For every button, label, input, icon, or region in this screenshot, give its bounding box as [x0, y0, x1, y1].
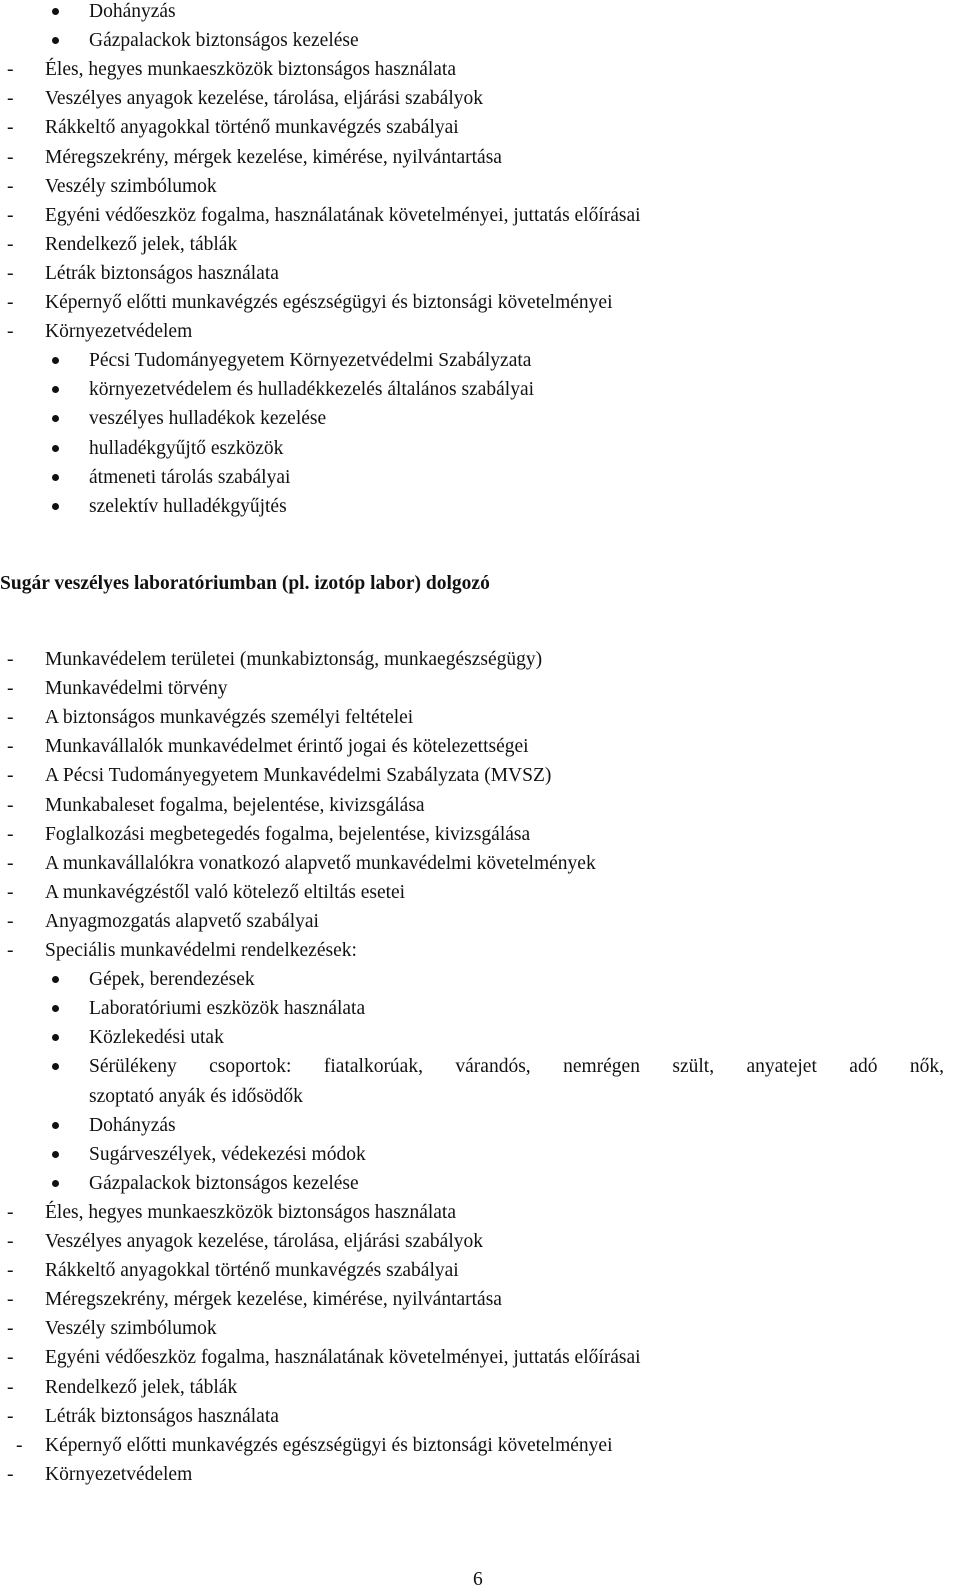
- list-item-text: átmeneti tárolás szabályai: [89, 466, 291, 488]
- list-item-text: Rendelkező jelek, táblák: [45, 1376, 238, 1398]
- dash-marker: -: [7, 1376, 14, 1398]
- dash-marker: -: [7, 881, 14, 903]
- dash-marker: -: [7, 852, 14, 874]
- list-item-text: Létrák biztonságos használata: [45, 1405, 279, 1427]
- list-item-text: veszélyes hulladékok kezelése: [89, 408, 327, 430]
- list-item-text: Éles, hegyes munkaeszközök biztonságos használata: [45, 59, 456, 81]
- dash-marker: -: [7, 1463, 14, 1485]
- list-item-text: Éles, hegyes munkaeszközök biztonságos használata: [45, 1201, 456, 1223]
- dash-marker: -: [16, 1434, 23, 1456]
- list-item-text: A munkavállalókra vonatkozó alapvető munkavédelmi követelmények: [45, 852, 596, 874]
- list-item-text: A munkavégzéstől való kötelező eltiltás esetei: [45, 881, 406, 903]
- bullet-icon: [52, 386, 59, 393]
- dash-marker: -: [7, 117, 14, 139]
- list-item-text: Pécsi Tudományegyetem Környezetvédelmi Szabályzata: [89, 350, 532, 372]
- bullet-icon: [52, 1151, 59, 1158]
- bullet-icon: [52, 1180, 59, 1187]
- list-item-text: Környezetvédelem: [45, 1463, 193, 1485]
- list-item-text: Képernyő előtti munkavégzés egészségügyi és biztonsági követelményei: [45, 1434, 613, 1456]
- list-item-text: Munkavédelmi törvény: [45, 678, 228, 700]
- dash-marker: -: [7, 794, 14, 816]
- dash-marker: -: [7, 1289, 14, 1311]
- bullet-icon: [52, 357, 59, 364]
- bullet-icon: [52, 1034, 59, 1041]
- dash-marker: -: [7, 292, 14, 313]
- list-item-text: Veszélyes anyagok kezelése, tárolása, eljárási szabályok: [45, 1231, 484, 1252]
- dash-marker: -: [7, 59, 14, 81]
- list-item-text: Rákkeltő anyagokkal történő munkavégzés szabályai: [45, 1260, 459, 1282]
- list-item-text: Méregszekrény, mérgek kezelése, kimérése, nyilvántartása: [45, 146, 502, 168]
- list-item-text: Gázpalackok biztonságos kezelése: [89, 30, 359, 52]
- list-item-text: környezetvédelem és hulladékkezelés általános szabályai: [89, 379, 535, 401]
- dash-marker: -: [7, 175, 14, 197]
- list-item-text: A biztonságos munkavégzés személyi feltételei: [45, 707, 414, 729]
- list-item-text: Veszélyes anyagok kezelése, tárolása, eljárási szabályok: [45, 88, 484, 110]
- list-item-text: szoptató anyák és idősödők: [89, 1085, 303, 1107]
- dash-marker: -: [7, 649, 14, 670]
- dash-marker: -: [7, 1347, 14, 1369]
- dash-marker: -: [7, 262, 14, 284]
- dash-marker: -: [7, 678, 14, 700]
- list-item-text: Létrák biztonságos használata: [45, 262, 279, 284]
- list-item-text: Rendelkező jelek, táblák: [45, 233, 238, 255]
- dash-marker: -: [7, 146, 14, 168]
- dash-marker: -: [7, 88, 14, 110]
- list-item-text: Munkavállalók munkavédelmet érintő jogai és kötelezettségei: [45, 736, 529, 758]
- dash-marker: -: [7, 736, 14, 758]
- list-item-text: hulladékgyűjtő eszközök: [89, 437, 284, 459]
- bullet-icon: [52, 503, 59, 510]
- bullet-icon: [52, 1063, 59, 1070]
- page-number: 6: [473, 1569, 483, 1590]
- list-item-text: Laboratóriumi eszközök használata: [89, 998, 366, 1020]
- list-item-text: Dohányzás: [89, 1, 176, 22]
- list-item-text: Foglalkozási megbetegedés fogalma, bejelentése, kivizsgálása: [45, 823, 531, 845]
- dash-marker: -: [7, 1405, 14, 1427]
- list-item-text: Méregszekrény, mérgek kezelése, kimérése, nyilvántartása: [45, 1289, 502, 1311]
- dash-marker: -: [7, 765, 14, 787]
- list-item-text: szelektív hulladékgyűjtés: [89, 495, 287, 517]
- list-item-text: A Pécsi Tudományegyetem Munkavédelmi Szabályzata (MVSZ): [45, 765, 552, 787]
- bullet-icon: [52, 445, 59, 452]
- dash-marker: -: [7, 1260, 14, 1282]
- dash-marker: -: [7, 233, 14, 255]
- list-item-text: Közlekedési utak: [89, 1027, 224, 1049]
- list-item-text: Sérülékeny csoportok: fiatalkorúak, várandós, nemrégen szült, anyatejet adó nők,: [89, 1056, 944, 1078]
- list-item-text: Munkavédelem területei (munkabiztonság, munkaegészségügy): [45, 649, 543, 670]
- list-item-text: Rákkeltő anyagokkal történő munkavégzés szabályai: [45, 117, 459, 139]
- list-item-text: Anyagmozgatás alapvető szabályai: [45, 910, 319, 932]
- list-item-text: Veszély szimbólumok: [45, 175, 217, 197]
- dash-marker: -: [7, 940, 14, 961]
- list-item-text: Gázpalackok biztonságos kezelése: [89, 1172, 359, 1194]
- dash-marker: -: [7, 1201, 14, 1223]
- dash-marker: -: [7, 910, 14, 932]
- dash-marker: -: [7, 1231, 14, 1252]
- bullet-icon: [52, 474, 59, 481]
- dash-marker: -: [7, 1318, 14, 1340]
- list-item-text: Gépek, berendezések: [89, 969, 255, 991]
- list-item-text: Egyéni védőeszköz fogalma, használatának követelményei, juttatás előírásai: [45, 1347, 641, 1369]
- list-item-text: Dohányzás: [89, 1114, 176, 1136]
- dash-marker: -: [7, 321, 14, 343]
- list-item-text: Veszély szimbólumok: [45, 1318, 217, 1340]
- dash-marker: -: [7, 823, 14, 845]
- bullet-icon: [52, 1122, 59, 1129]
- bullet-icon: [52, 415, 59, 422]
- section-heading-text: Sugár veszélyes laboratóriumban (pl. izotóp labor) dolgozó: [0, 573, 490, 594]
- list-item-text: Környezetvédelem: [45, 321, 193, 343]
- list-item-text: Sugárveszélyek, védekezési módok: [89, 1143, 366, 1165]
- dash-marker: -: [7, 707, 14, 729]
- dash-marker: -: [7, 204, 14, 226]
- list-item-text: Speciális munkavédelmi rendelkezések:: [45, 940, 357, 961]
- bullet-icon: [52, 976, 59, 983]
- list-item-text: Munkabaleset fogalma, bejelentése, kivizsgálása: [45, 794, 425, 816]
- list-item-text: Egyéni védőeszköz fogalma, használatának követelményei, juttatás előírásai: [45, 204, 641, 226]
- list-item-text: Képernyő előtti munkavégzés egészségügyi és biztonsági követelményei: [45, 292, 613, 313]
- bullet-icon: [52, 1005, 59, 1012]
- bullet-icon: [52, 8, 59, 15]
- bullet-icon: [52, 37, 59, 44]
